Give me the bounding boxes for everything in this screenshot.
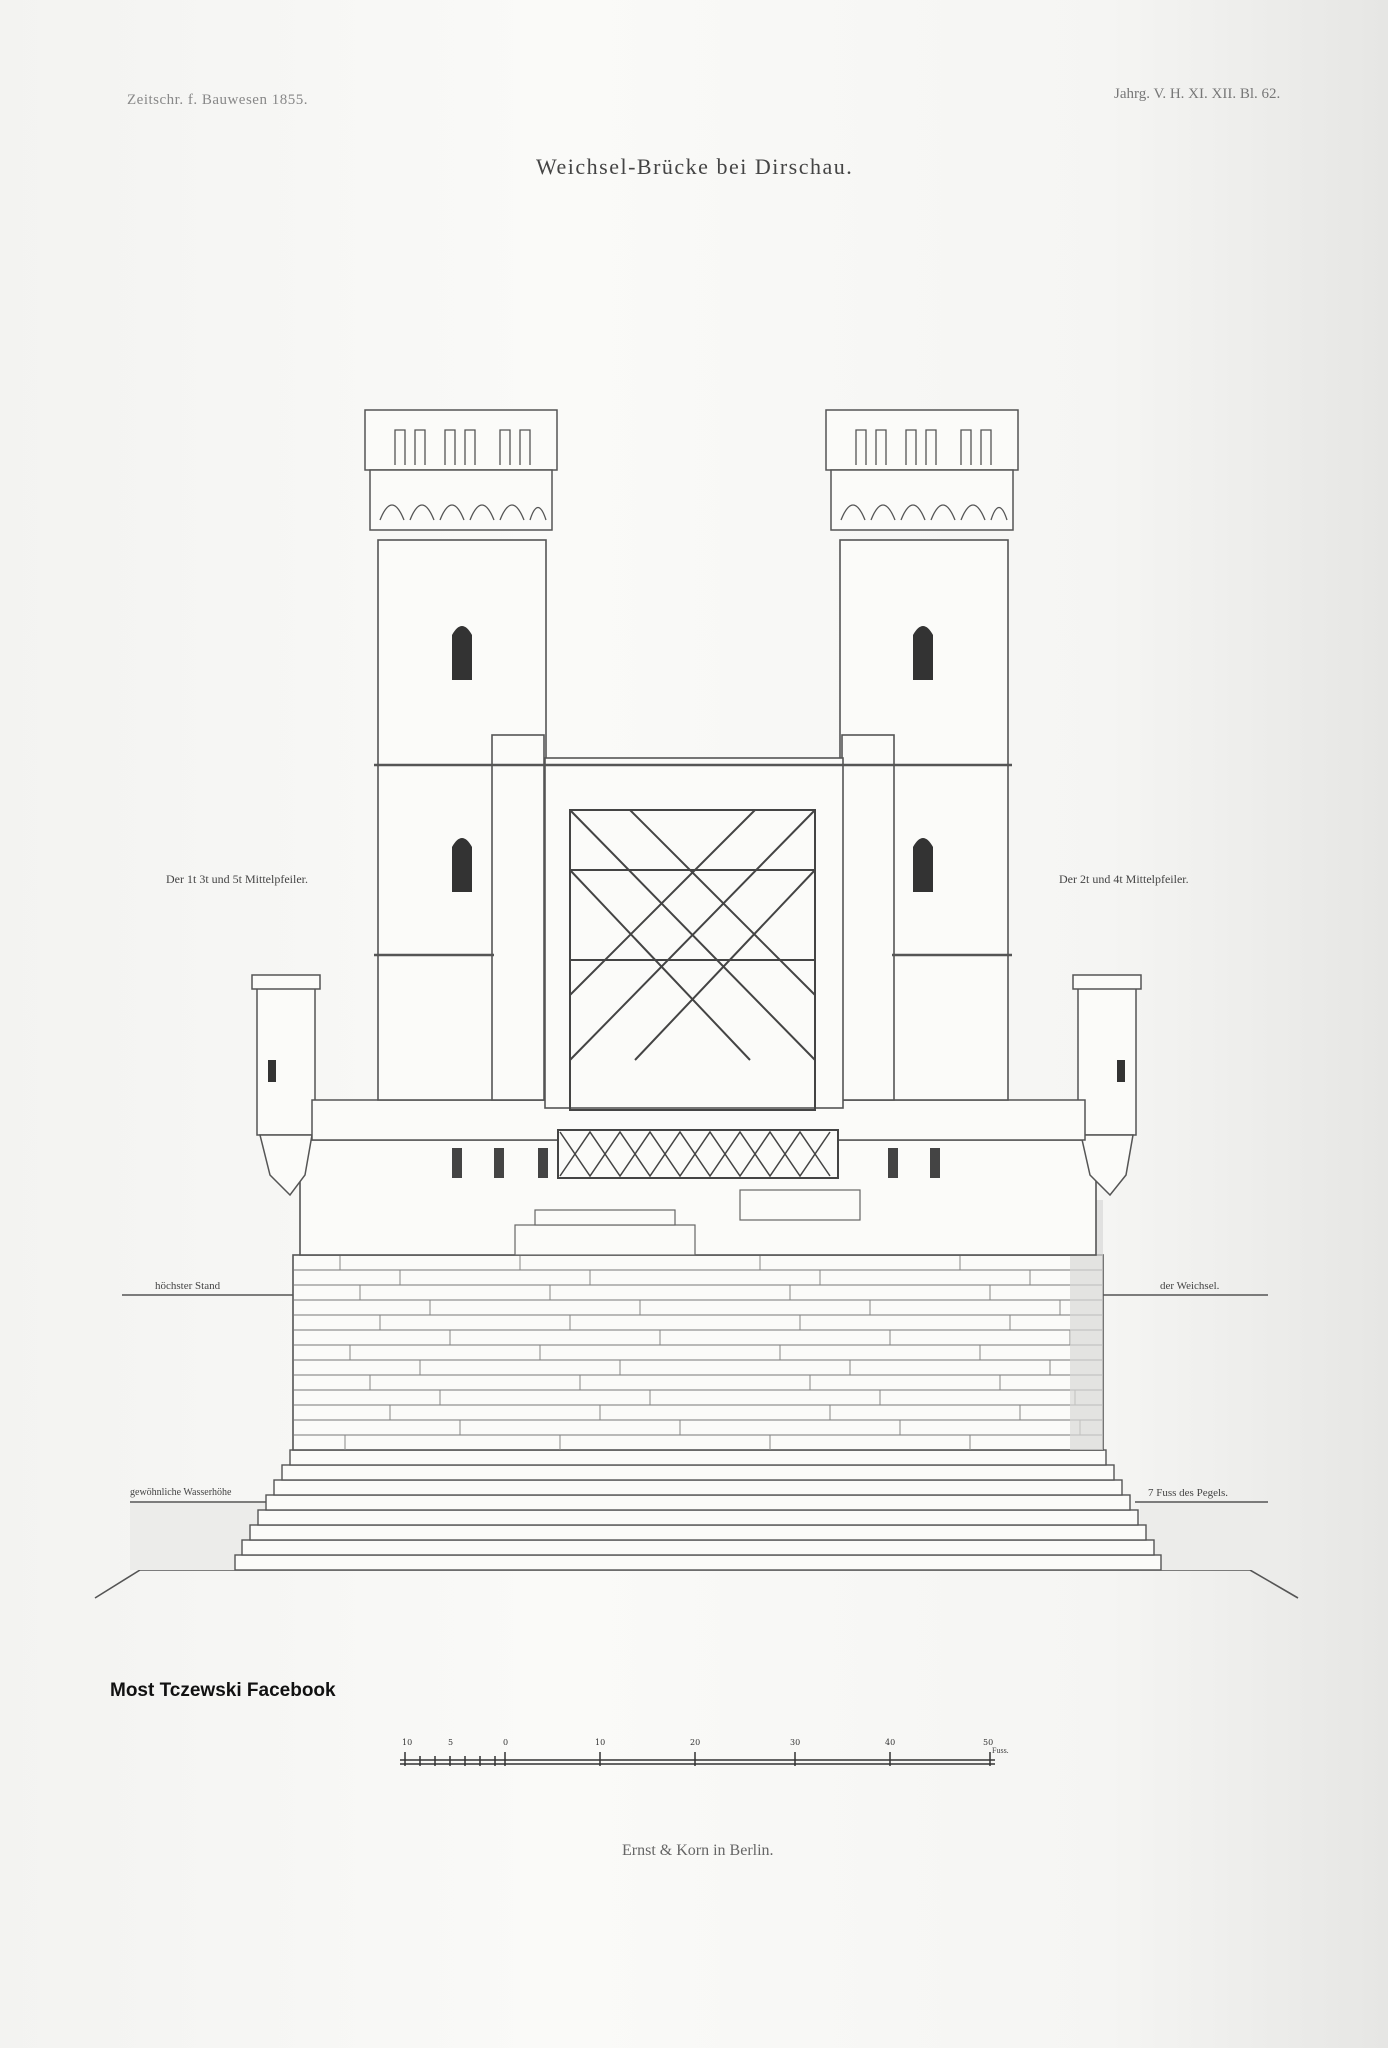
scale-tick: 50 xyxy=(983,1738,994,1747)
pier-label-left: Der 1t 3t und 5t Mittelpfeiler. xyxy=(166,872,308,886)
normal-water-label-right: 7 Fuss des Pegels. xyxy=(1148,1487,1229,1499)
scale-tick: 10 xyxy=(595,1738,606,1747)
scale-tick: 30 xyxy=(790,1738,801,1747)
plate-number: Jahrg. V. H. XI. XII. Bl. 62. xyxy=(1114,86,1281,102)
printer-imprint: Ernst & Korn in Berlin. xyxy=(622,1842,774,1859)
high-water-label-right: der Weichsel. xyxy=(1160,1280,1220,1292)
high-water-label-left: höchster Stand xyxy=(155,1280,221,1292)
scale-tick: 10 xyxy=(402,1738,413,1747)
scale-tick: 20 xyxy=(690,1738,701,1747)
journal-header: Zeitschr. f. Bauwesen 1855. xyxy=(127,92,308,108)
scale-unit: Fuss. xyxy=(992,1746,1009,1755)
page-title: Weichsel-Brücke bei Dirschau. xyxy=(536,154,854,179)
scale-tick: 5 xyxy=(448,1738,454,1747)
normal-water-label-left: gewöhnliche Wasserhöhe xyxy=(130,1487,232,1498)
scale-tick: 0 xyxy=(503,1738,509,1747)
facebook-credit: Most Tczewski Facebook xyxy=(110,1680,336,1701)
pier-label-right: Der 2t und 4t Mittelpfeiler. xyxy=(1059,872,1189,886)
scale-tick: 40 xyxy=(885,1738,896,1747)
